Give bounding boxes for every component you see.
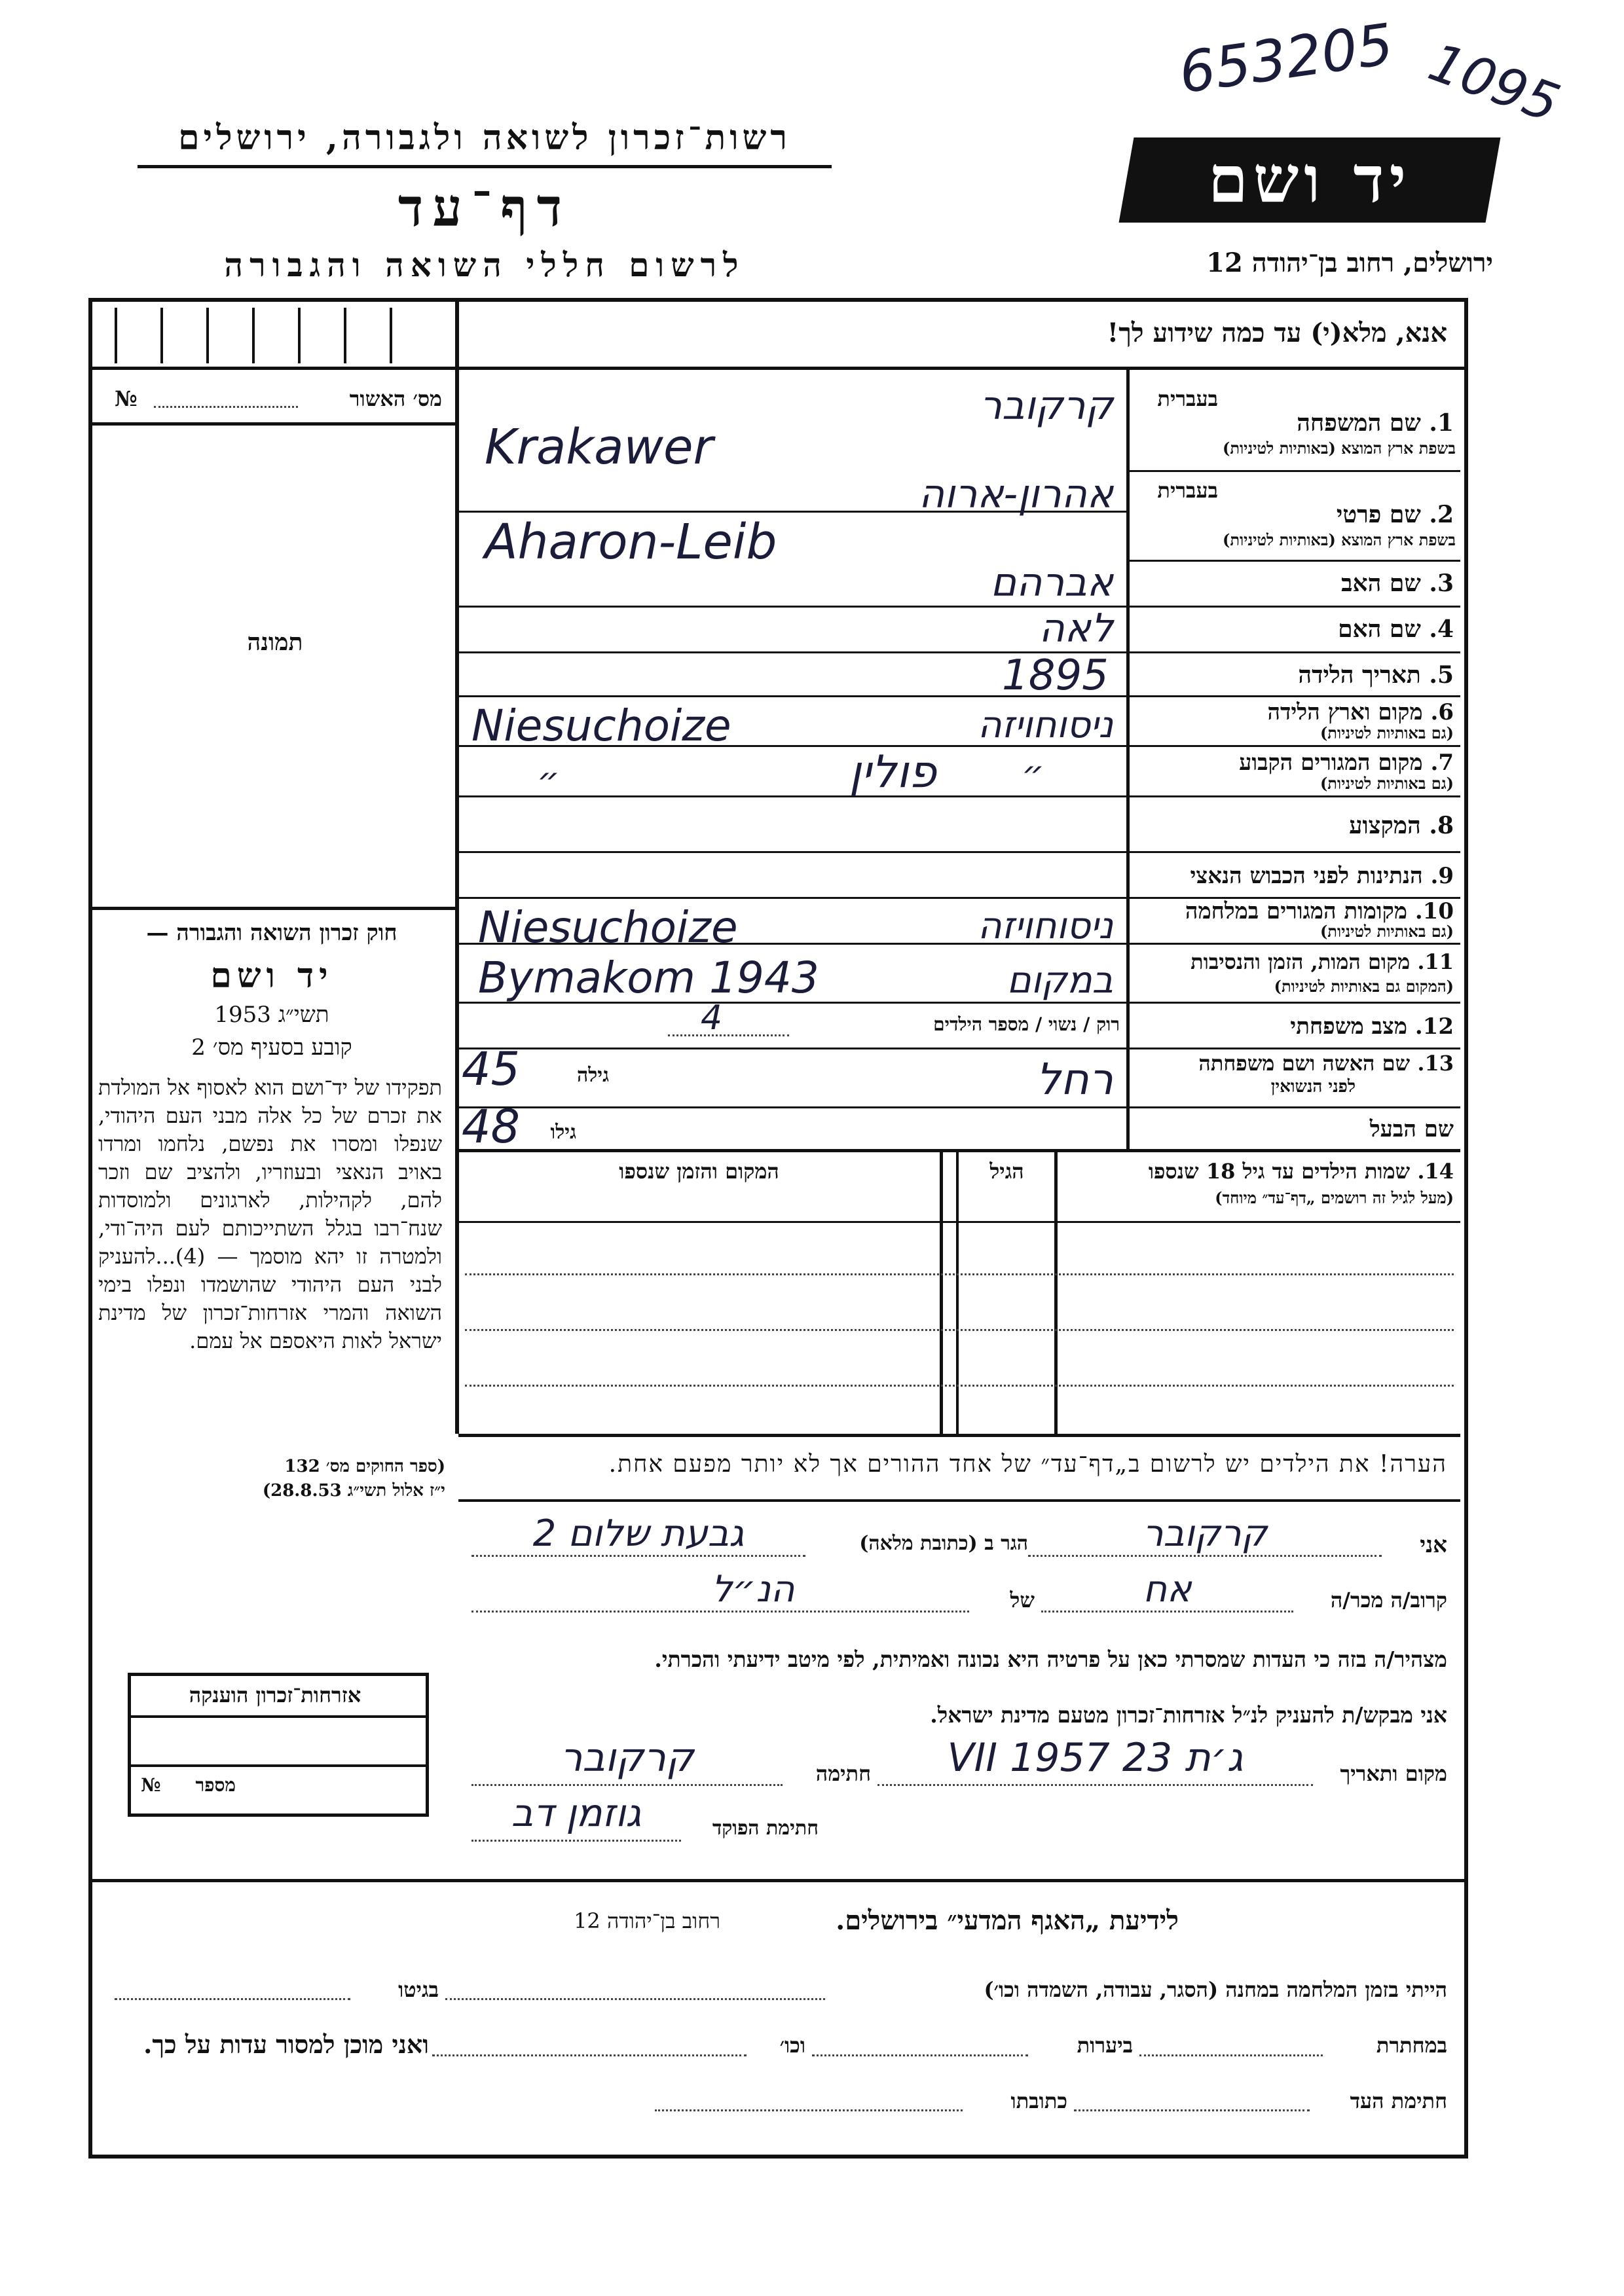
field-12-label: 12. מצב משפחתי — [1290, 1013, 1454, 1040]
field-2-hebrew-tag: בעברית — [1157, 478, 1218, 503]
law-title: חוק זכרון השואה והגבורה — — [146, 920, 397, 946]
children-header-line — [458, 1221, 1460, 1223]
tick-strip — [95, 308, 452, 363]
bottom-forest-field[interactable] — [812, 2054, 1028, 2056]
cert-number-field[interactable] — [154, 406, 298, 408]
row-line — [458, 1149, 1460, 1152]
bottom-divider — [88, 1879, 1464, 1882]
field-14-label: 14. שמות הילדים עד גיל 18 שנספו — [1148, 1159, 1454, 1184]
org-line: רשות־זכרון לשואה ולגבורה, ירושלים — [178, 118, 791, 158]
relation-value[interactable]: אח — [1143, 1568, 1192, 1611]
of-label: של — [1010, 1588, 1035, 1613]
corner-annotation: 1095 — [1421, 31, 1568, 135]
field-1-sub: בשפת ארץ המוצא (באותיות לטיניות) — [1223, 439, 1456, 458]
field-6-label: 6. מקום וארץ הלידה — [1267, 699, 1454, 725]
field-11-latin-value[interactable]: Bymakom 1943 — [478, 953, 819, 1003]
request-text: אני מבקש/ת להעניק לנ״ל אזרחות־זכרון מטעם מדינת ישראל. — [930, 1702, 1447, 1728]
bottom-line2-a: במחתרת — [1376, 2033, 1447, 2058]
place-date-field[interactable] — [877, 1784, 1313, 1786]
husband-age-value[interactable]: 48 — [462, 1100, 521, 1154]
citizenship-box-divider-2 — [128, 1764, 429, 1767]
note-bottom-line — [458, 1499, 1460, 1502]
row-line — [1130, 851, 1460, 853]
field-6-sub: (גם באותיות לטיניות) — [1320, 723, 1454, 742]
field-11-hebrew-value[interactable]: במקום — [1006, 959, 1113, 1002]
of-field[interactable] — [471, 1611, 969, 1613]
bottom-address: רחוב בן־יהודה 12 — [574, 1908, 720, 1933]
bottom-line2-d: ואני מוכן למסור עדות על כך. — [143, 2030, 429, 2059]
field-10-hebrew-value[interactable]: ניסוחויזה — [978, 905, 1113, 947]
photo-divider — [88, 907, 456, 910]
of-value[interactable]: הנ״ל — [711, 1568, 795, 1611]
row-line — [1130, 795, 1460, 797]
field-10-latin-value[interactable]: Niesuchoize — [478, 902, 738, 953]
field-2-latin-value[interactable]: Aharon-Leib — [485, 514, 777, 570]
row-line — [1130, 651, 1460, 653]
field-2-hebrew-value[interactable]: אהרון-ארוה — [918, 471, 1113, 517]
declarant-lives-label: הגר ב (כתובת מלאה) — [859, 1532, 1028, 1555]
field-13-age-label: גילה — [576, 1064, 609, 1087]
law-ref-2: י״ז אלול תשי״ג 28.8.53) — [262, 1481, 445, 1501]
row-line — [1130, 943, 1460, 945]
field-7-country[interactable]: פולין — [849, 746, 936, 798]
law-name: יד ושם — [210, 956, 333, 996]
page-title: דף־עד — [397, 177, 572, 238]
note-text: הערה! את הילדים יש לרשום ב„דף־עד״ של אחד ההורים אך לא יותר מפעם אחת. — [608, 1451, 1447, 1478]
relation-field[interactable] — [1041, 1611, 1293, 1613]
field-7-sub: (גם באותיות לטיניות) — [1320, 774, 1454, 793]
children-place-header: המקום והזמן שנספו — [619, 1159, 779, 1184]
bottom-witness-sig-field[interactable] — [1074, 2109, 1310, 2111]
field-5-label: 5. תאריך הלידה — [1298, 661, 1454, 689]
field-11-sub: (המקום גם באותיות לטיניות) — [1274, 977, 1454, 996]
husband-age-label: גילו — [550, 1121, 576, 1144]
field-7-ditto-a[interactable]: ״ — [537, 759, 560, 801]
row-line — [1130, 606, 1460, 608]
cert-divider — [88, 422, 456, 426]
field-5-value[interactable]: 1895 — [1002, 651, 1109, 700]
relation-label: קרוב/ה מכר/ה — [1330, 1588, 1447, 1613]
field-7-ditto-b[interactable]: ״ — [1022, 753, 1044, 794]
field-3-value[interactable]: אברהם — [990, 560, 1113, 606]
value-line — [458, 851, 1126, 853]
children-row-1[interactable] — [465, 1273, 1454, 1275]
bottom-line2-c: וכו׳ — [779, 2033, 805, 2058]
children-row-2[interactable] — [465, 1329, 1454, 1331]
field-13-sub: לפני הנשואין — [1270, 1077, 1356, 1097]
field-13-value[interactable]: רחל — [1036, 1054, 1113, 1104]
bottom-line3-a: חתימת העד — [1350, 2088, 1447, 2113]
top-reference-number: 653205 — [1175, 11, 1397, 107]
signature-field[interactable] — [471, 1784, 783, 1786]
field-1-label: 1. שם המשפחה — [1297, 409, 1454, 437]
children-col-divider-3 — [956, 1152, 959, 1434]
officer-label: חתימת הפוקד — [712, 1817, 819, 1840]
field-10-label: 10. מקומות המגורים במלחמה — [1185, 898, 1454, 924]
row-line — [1130, 745, 1460, 747]
field-10-sub: (גם באותיות לטיניות) — [1320, 922, 1454, 941]
law-ref-1: (ספר החוקים מס׳ 132 — [284, 1457, 445, 1476]
row-line — [1130, 1002, 1460, 1004]
instruction-divider — [88, 367, 1464, 370]
field-12-options: רוק / נשוי / מספר הילדים — [933, 1013, 1120, 1035]
law-section: קובע בסעיף מס׳ 2 — [191, 1034, 352, 1061]
field-12-children-value[interactable]: 4 — [701, 998, 723, 1038]
row-line — [1130, 695, 1460, 697]
yad-vashem-logo — [1119, 137, 1501, 223]
bottom-line1-b: בגיטו — [398, 1977, 439, 2002]
form-instruction: אנא, מלא(י) עד כמה שידוע לך! — [1107, 318, 1447, 348]
bottom-title: לידיעת „האגף המדעי״ בירושלים. — [836, 1905, 1179, 1936]
field-2-sub: בשפת ארץ המוצא (באותיות לטיניות) — [1223, 530, 1456, 549]
row-line — [1130, 560, 1460, 562]
children-col-divider-2 — [940, 1152, 943, 1434]
bottom-line1-a: הייתי בזמן המלחמה במחנה (הסגר, עבודה, השמדה וכו׳) — [984, 1977, 1447, 2002]
field-2-label: 2. שם פרטי — [1336, 501, 1454, 528]
declarant-address-field[interactable] — [471, 1555, 805, 1557]
value-line — [458, 897, 1126, 899]
field-12-children-field[interactable] — [668, 1034, 789, 1036]
org-underline — [138, 165, 832, 168]
cert-number-label: מס׳ האשור — [349, 386, 442, 411]
children-row-3[interactable] — [465, 1385, 1454, 1387]
logo-text: יד ושם — [1208, 142, 1412, 217]
citizenship-box-no-label: מספר — [195, 1774, 236, 1796]
note-top-line — [458, 1434, 1460, 1437]
field-13-label: 13. שם האשה ושם משפחתה — [1198, 1051, 1454, 1076]
field-3-label: 3. שם האב — [1341, 570, 1454, 597]
declarant-i-label: אני — [1420, 1532, 1447, 1558]
declarant-name-value[interactable]: קרקובר — [1142, 1512, 1268, 1555]
field-6-hebrew-value[interactable]: ניסוחויזה — [978, 704, 1113, 746]
bottom-line2-b: ביערות — [1077, 2033, 1133, 2058]
law-body: תפקידו של יד־ושם הוא לאסוף אל המולדת את זכרם של כל אלה מבני העם היהודי, שנפלו ומסרו את נפשם, נלחמו ומרדו באויב הנאצי ובעוזריו, ולהציב שם וזכר להם, לקהילות, לארגונים ולמוסדות שנח־רבו בגלל השתייכותם לעם היה־ודי, ולמטרה זו יהא מוסמך — (4)...להעניק לבני העם היהודי שהושמדו ונפלו בימי השואה והמרי אזרחות־זכרון של מדינת ישראל לאות היאספם אל עמם. — [98, 1075, 442, 1353]
label-column-divider — [1126, 370, 1130, 1149]
logo-address: ירושלים, רחוב בן־יהודה 12 — [1206, 247, 1493, 278]
signature-label: חתימה — [815, 1761, 871, 1786]
page-subtitle: לרשום חללי השואה והגבורה — [224, 246, 745, 284]
field-11-label: 11. מקום המות, הזמן והנסיבות — [1190, 949, 1454, 974]
field-1-latin-value[interactable]: Krakawer — [485, 419, 713, 475]
bottom-camp-field[interactable] — [445, 1998, 825, 2000]
photo-label: תמונה — [247, 629, 303, 656]
bottom-ghetto-field[interactable] — [115, 1998, 350, 2000]
bottom-etc-field[interactable] — [432, 2054, 747, 2056]
citizenship-box-no-sign: № — [141, 1774, 161, 1796]
bottom-underground-field[interactable] — [1139, 2054, 1323, 2056]
field-4-label: 4. שם האם — [1338, 615, 1454, 643]
field-14-sub: (מעל לגיל זה רושמים „דף־עד״ מיוחד) — [1215, 1188, 1454, 1207]
officer-field[interactable] — [471, 1840, 681, 1842]
declarant-name-field[interactable] — [1028, 1555, 1382, 1557]
place-date-value[interactable]: ג׳ת 23 VII 1957 — [947, 1735, 1244, 1781]
declarant-address-value[interactable]: גבעת שלום 2 — [532, 1512, 745, 1555]
cert-number-sign: № — [115, 386, 138, 411]
signature-value[interactable]: קרקובר — [560, 1735, 694, 1781]
field-6-latin-value[interactable]: Niesuchoize — [471, 701, 731, 751]
citizenship-box-title: אזרחות־זכרון הוענקה — [189, 1683, 361, 1707]
field-7-label: 7. מקום המגורים הקבוע — [1239, 750, 1454, 776]
law-year: תשי״ג 1953 — [214, 1002, 329, 1028]
row-line — [1130, 470, 1460, 472]
field-9-label: 9. הנתינות לפני הכבוש הנאצי — [1190, 863, 1454, 889]
row-line — [1130, 1048, 1460, 1049]
field-1-hebrew-tag: בעברית — [1157, 386, 1218, 411]
bottom-address-field[interactable] — [655, 2109, 963, 2111]
field-4-value[interactable]: לאה — [1039, 606, 1113, 651]
field-8-label: 8. המקצוע — [1349, 812, 1454, 839]
children-col-divider-1 — [1054, 1152, 1058, 1434]
field-13-age-value[interactable]: 45 — [462, 1042, 521, 1096]
value-line — [458, 1106, 1126, 1108]
row-line — [1130, 1106, 1460, 1108]
bottom-line3-b: כתובתו — [1010, 2088, 1067, 2113]
column-divider — [455, 298, 459, 1434]
value-line — [458, 1048, 1126, 1049]
husband-label: שם הבעל — [1369, 1116, 1454, 1142]
citizenship-box-divider — [128, 1715, 429, 1718]
declaration-text: מצהיר/ה בזה כי העדות שמסרתי כאן על פרטיה היא נכונה ואמיתית, לפי מיטב ידיעתי והכרתי. — [654, 1647, 1447, 1672]
officer-value[interactable]: גוזמן דב — [511, 1791, 642, 1835]
field-1-hebrew-value[interactable]: קרקובר — [980, 383, 1113, 429]
children-age-header: הגיל — [989, 1159, 1024, 1184]
place-date-label: מקום ותאריך — [1340, 1761, 1447, 1786]
